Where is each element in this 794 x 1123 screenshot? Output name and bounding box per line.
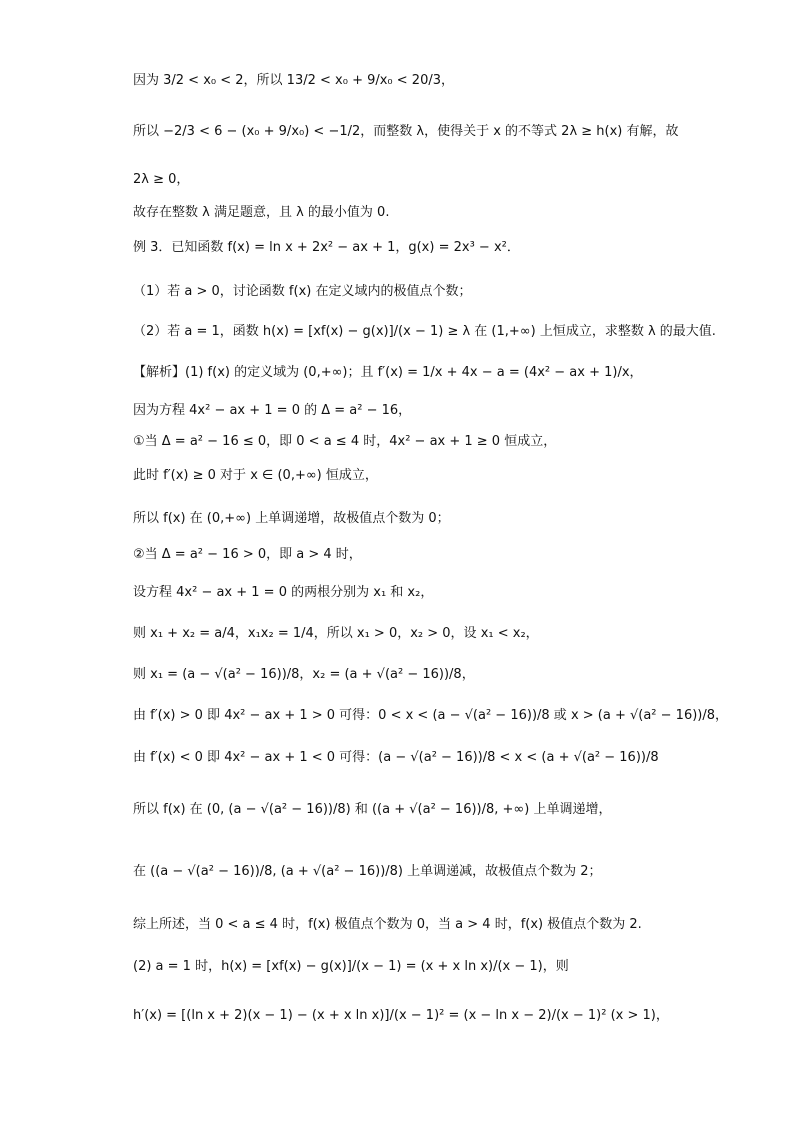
text-line: (2) a = 1 时，h(x) = [xf(x) − g(x)]/(x − 1) = (x + x ln x)/(x − 1)，则 [133, 959, 569, 974]
text-line: 所以 f(x) 在 (0, (a − √(a² − 16))/8) 和 ((a + √(a² − 16))/8, +∞) 上单调递增， [133, 802, 612, 817]
text-line: 因为方程 4x² − ax + 1 = 0 的 Δ = a² − 16， [133, 403, 412, 418]
text-line: 由 f′(x) < 0 即 4x² − ax + 1 < 0 可得：(a − √(a² − 16))/8 < x < (a + √(a² − 16))/8 [133, 750, 659, 765]
text-line: 此时 f′(x) ≥ 0 对于 x ∈ (0,+∞) 恒成立， [133, 468, 378, 483]
text-line: 综上所述，当 0 < a ≤ 4 时，f(x) 极值点个数为 0，当 a > 4 时，f(x) 极值点个数为 2. [133, 917, 642, 932]
text-line: 2λ ≥ 0， [133, 172, 190, 187]
text-line: 故存在整数 λ 满足题意，且 λ 的最小值为 0. [133, 205, 390, 220]
text-line: 因为 3/2 < x₀ < 2，所以 13/2 < x₀ + 9/x₀ < 20/3， [133, 73, 454, 88]
text-line: 在 ((a − √(a² − 16))/8, (a + √(a² − 16))/8) 上单调递减，故极值点个数为 2； [133, 864, 602, 879]
text-line: （1）若 a > 0，讨论函数 f(x) 在定义域内的极值点个数； [133, 284, 472, 299]
text-line: 例 3．已知函数 f(x) = ln x + 2x² − ax + 1，g(x) = 2x³ − x²． [133, 240, 520, 255]
text-line: 设方程 4x² − ax + 1 = 0 的两根分别为 x₁ 和 x₂， [133, 585, 434, 600]
text-line: 所以 f(x) 在 (0,+∞) 上单调递增，故极值点个数为 0； [133, 511, 450, 526]
text-line: 由 f′(x) > 0 即 4x² − ax + 1 > 0 可得：0 < x < (a − √(a² − 16))/8 或 x > (a + √(a² − 16))/8， [133, 708, 729, 723]
text-line: ①当 Δ = a² − 16 ≤ 0，即 0 < a ≤ 4 时，4x² − ax + 1 ≥ 0 恒成立， [133, 434, 557, 449]
text-line: 则 x₁ + x₂ = a/4，x₁x₂ = 1/4，所以 x₁ > 0，x₂ > 0，设 x₁ < x₂， [133, 626, 539, 641]
text-line: ②当 Δ = a² − 16 > 0，即 a > 4 时， [133, 547, 362, 562]
text-line: 则 x₁ = (a − √(a² − 16))/8，x₂ = (a + √(a² − 16))/8， [133, 667, 475, 682]
text-line: 【解析】(1) f(x) 的定义域为 (0,+∞)；且 f′(x) = 1/x + 4x − a = (4x² − ax + 1)/x， [133, 365, 643, 380]
text-line: 所以 −2/3 < 6 − (x₀ + 9/x₀) < −1/2，而整数 λ，使得关于 x 的不等式 2λ ≥ h(x) 有解，故 [133, 124, 679, 139]
text-line: h′(x) = [(ln x + 2)(x − 1) − (x + x ln x)]/(x − 1)² = (x − ln x − 2)/(x − 1)² (x > 1)， [133, 1008, 669, 1023]
text-line: （2）若 a = 1，函数 h(x) = [xf(x) − g(x)]/(x − 1) ≥ λ 在 (1,+∞) 上恒成立，求整数 λ 的最大值. [133, 324, 716, 339]
